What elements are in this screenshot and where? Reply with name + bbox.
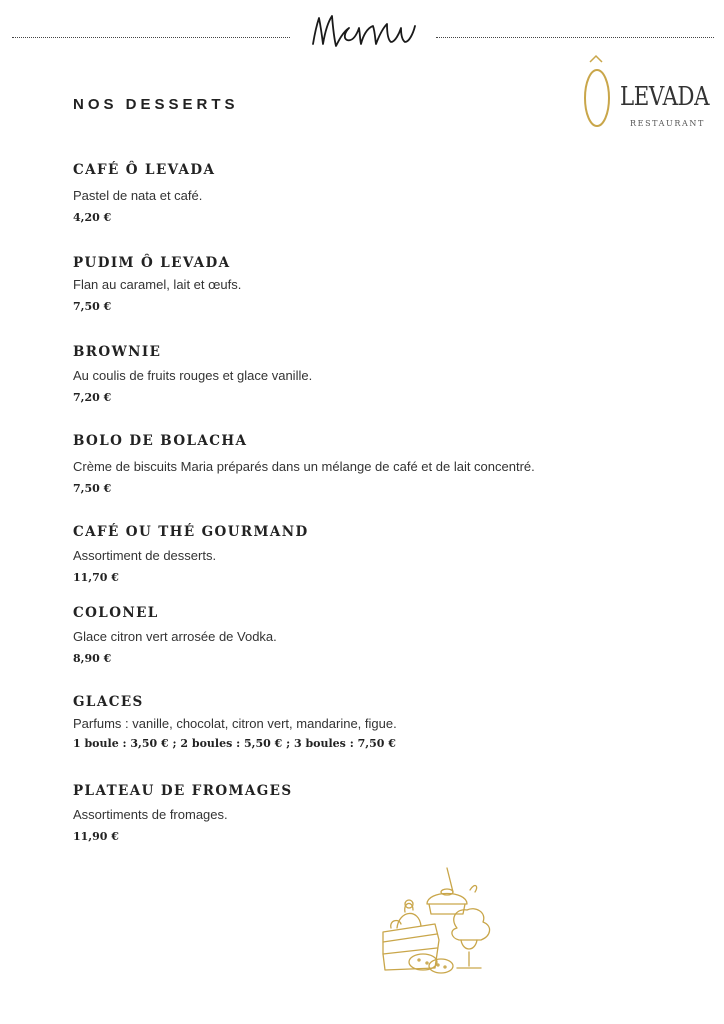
item-description: Au coulis de fruits rouges et glace vanille.	[73, 368, 313, 383]
menu-item	[73, 522, 693, 588]
logo-o-icon	[578, 52, 618, 132]
item-description: Parfums : vanille, chocolat, citron vert, mandarine, figue.	[73, 716, 397, 731]
item-description: Glace citron vert arrosée de Vodka.	[73, 629, 277, 644]
item-price: 7,50 €	[73, 482, 112, 495]
item-description: Assortiments de fromages.	[73, 807, 228, 822]
item-description: Flan au caramel, lait et œufs.	[73, 277, 242, 292]
header-divider-right	[436, 37, 714, 38]
menu-item	[73, 160, 693, 228]
item-name: BOLO DE BOLACHA	[73, 433, 248, 449]
item-price: 4,20 €	[73, 211, 112, 224]
item-description: Crème de biscuits Maria préparés dans un mélange de café et de lait concentré.	[73, 459, 535, 474]
menu-item	[73, 342, 693, 408]
item-price: 7,20 €	[73, 391, 112, 404]
menu-item	[73, 781, 693, 847]
item-name: PLATEAU DE FROMAGES	[73, 783, 293, 799]
item-price: 8,90 €	[73, 652, 112, 665]
item-name: COLONEL	[73, 605, 159, 621]
item-name: PUDIM Ô LEVADA	[73, 255, 231, 271]
restaurant-logo	[578, 52, 713, 132]
item-name: CAFÉ Ô LEVADA	[73, 162, 216, 178]
item-description: Assortiment de desserts.	[73, 548, 217, 563]
menu-script-title	[305, 2, 425, 58]
menu-script-title-graphic	[305, 2, 425, 58]
logo-name: LEVADA	[620, 82, 710, 112]
item-price: 7,50 €	[73, 300, 112, 313]
item-price: 11,90 €	[73, 830, 119, 843]
item-description: Pastel de nata et café.	[73, 188, 203, 203]
item-price: 11,70 €	[73, 571, 119, 584]
item-name: CAFÉ OU THÉ GOURMAND	[73, 524, 309, 540]
section-title: NOS DESSERTS	[73, 96, 239, 113]
menu-item	[73, 603, 693, 669]
menu-item	[73, 253, 693, 317]
menu-item	[73, 692, 693, 754]
logo-subtitle: RESTAURANT	[630, 119, 705, 128]
dessert-illustration	[375, 862, 505, 980]
item-name: GLACES	[73, 694, 144, 710]
menu-item	[73, 431, 693, 499]
item-name: BROWNIE	[73, 344, 162, 360]
item-price: 1 boule : 3,50 € ; 2 boules : 5,50 € ; 3 boules : 7,50 €	[73, 737, 396, 750]
header-divider-left	[12, 37, 290, 38]
